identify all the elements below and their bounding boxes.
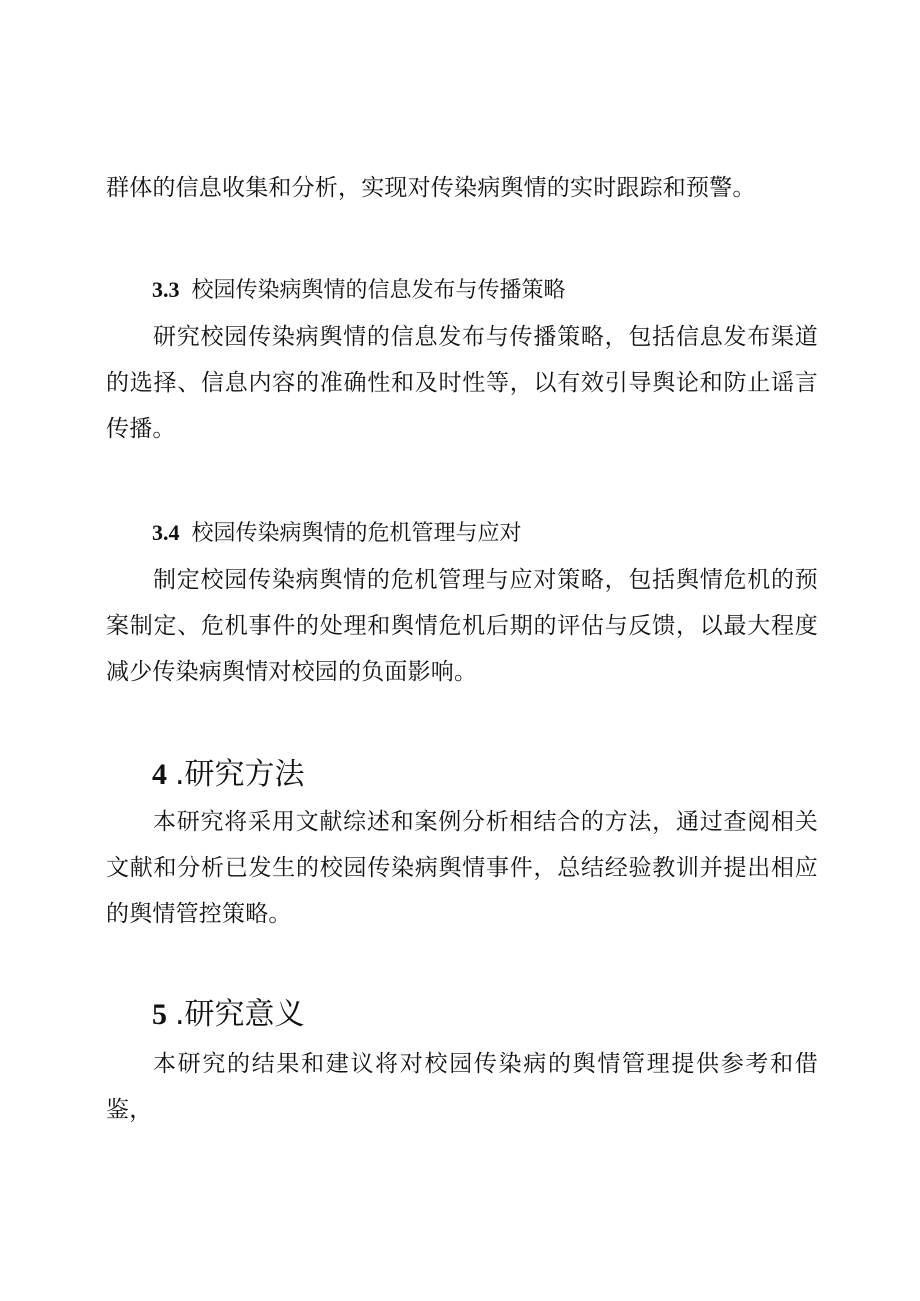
section-3-4-heading: [152, 518, 522, 549]
section-4-number: 4: [152, 758, 167, 791]
section-3-3-number: 3.3: [152, 277, 180, 302]
section-3-4-paragraph: 制定校园传染病舆情的危机管理与应对策略，包括舆情危机的预案制定、危机事件的处理和舆情危机后期的评估与反馈，以最大程度减少传染病舆情对校园的负面影响。: [106, 567, 818, 685]
intro-paragraph: 群体的信息收集和分析，实现对传染病舆情的实时跟踪和预警。: [106, 175, 756, 201]
section-5-heading: [152, 995, 305, 1035]
section-3-3-title: 校园传染病舆情的信息发布与传播策略: [191, 278, 566, 303]
section-3-4-number: 3.4: [152, 520, 180, 545]
section-5-number: 5: [152, 998, 167, 1031]
section-4-heading: [152, 755, 305, 795]
section-3-4-title: 校园传染病舆情的危机管理与应对: [191, 521, 522, 546]
section-5-title: .研究意义: [175, 997, 305, 1032]
section-3-3-heading: [152, 275, 566, 306]
section-4-title: .研究方法: [175, 757, 305, 792]
section-4-paragraph: 本研究将采用文献综述和案例分析相结合的方法，通过查阅相关文献和分析已发生的校园传染病舆情事件，总结经验教训并提出相应的舆情管控策略。: [106, 809, 818, 927]
section-5-paragraph: 本研究的结果和建议将对校园传染病的舆情管理提供参考和借鉴，: [106, 1051, 818, 1123]
section-3-3-paragraph: 研究校园传染病舆情的信息发布与传播策略，包括信息发布渠道的选择、信息内容的准确性和及时性等，以有效引导舆论和防止谣言传播。: [106, 324, 818, 442]
